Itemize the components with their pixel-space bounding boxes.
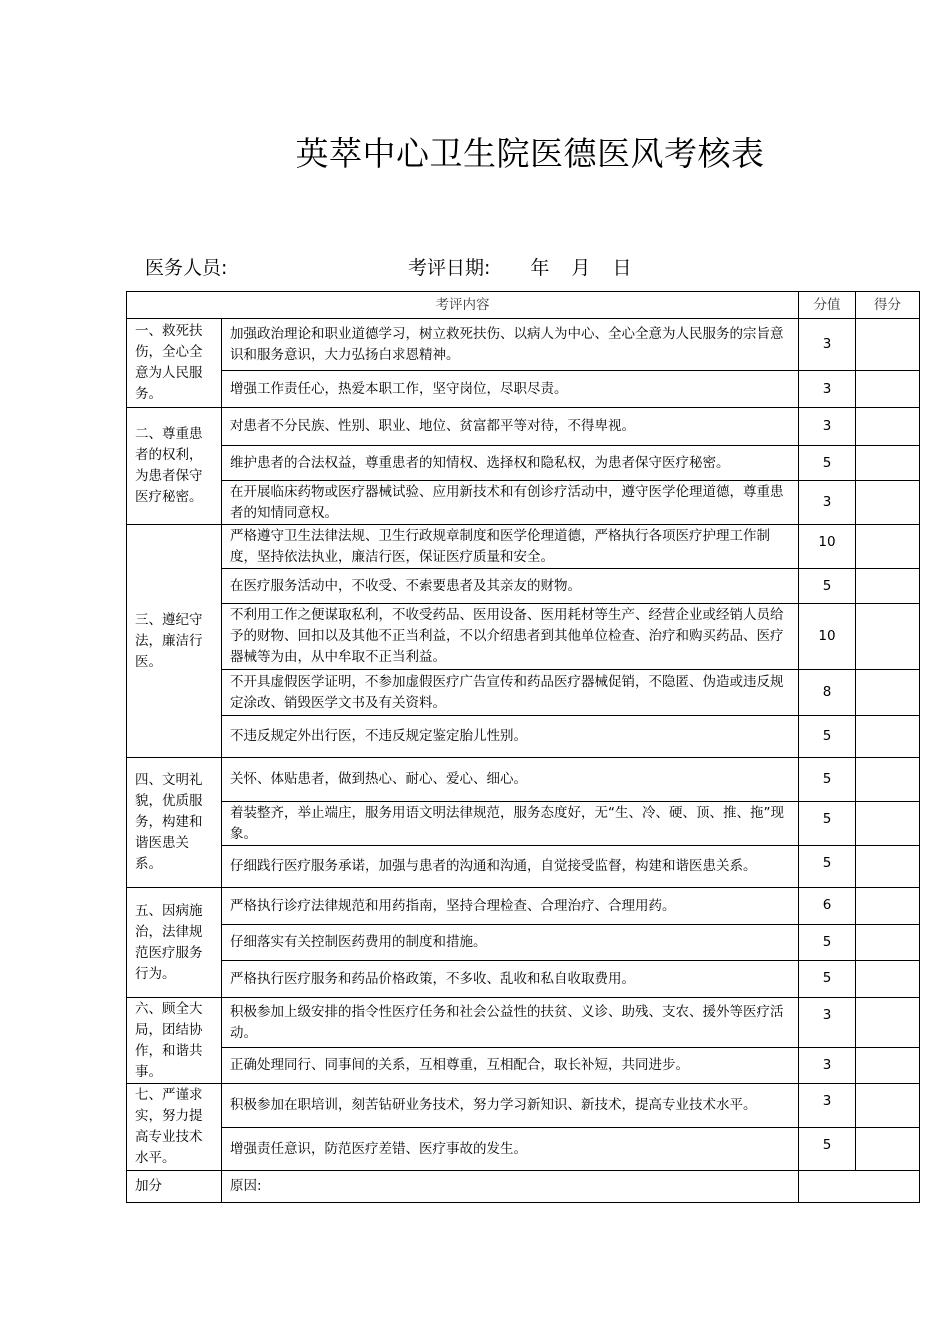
evaluation-date bbox=[408, 253, 631, 280]
score-input-cell[interactable] bbox=[856, 1048, 920, 1084]
points-cell: 3 bbox=[799, 319, 856, 371]
item-cell: 加强政治理论和职业道德学习，树立救死扶伤、以病人为中心、全心全意为人民服务的宗旨意识和服务意识，大力弘扬白求恩精神。 bbox=[222, 319, 799, 371]
item-cell: 着装整齐，举止端庄，服务用语文明法律规范，服务态度好，无“生、冷、硬、顶、推、拖”现象。 bbox=[222, 802, 799, 846]
points-cell: 3 bbox=[799, 481, 856, 525]
points-cell: 3 bbox=[799, 998, 856, 1048]
score-input-cell[interactable] bbox=[856, 998, 920, 1048]
score-input-cell[interactable] bbox=[856, 446, 920, 481]
assessment-table bbox=[126, 291, 920, 1203]
table-row bbox=[127, 670, 920, 716]
table-row bbox=[127, 961, 920, 998]
score-input-cell[interactable] bbox=[856, 925, 920, 961]
score-input-cell[interactable] bbox=[856, 888, 920, 925]
points-cell: 8 bbox=[799, 670, 856, 716]
points-cell: 3 bbox=[799, 1048, 856, 1084]
table-row bbox=[127, 408, 920, 446]
item-cell: 不利用工作之便谋取私利，不收受药品、医用设备、医用耗材等生产、经营企业或经销人员给予的财物、回扣以及其他不正当利益，不以介绍患者到其他单位检查、治疗和购买药品、医疗器械等为由，从中牟取不正当利益。 bbox=[222, 604, 799, 670]
table-row bbox=[127, 1128, 920, 1171]
staff-label: 医务人员: bbox=[145, 257, 228, 279]
item-cell: 关怀、体贴患者，做到热心、耐心、爱心、细心。 bbox=[222, 758, 799, 802]
item-cell: 严格执行诊疗法律规范和用药指南，坚持合理检查、合理治疗、合理用药。 bbox=[222, 888, 799, 925]
table-row bbox=[127, 604, 920, 670]
category-cell: 六、顾全大局，团结协作，和谐共事。 bbox=[127, 998, 222, 1084]
points-cell: 6 bbox=[799, 888, 856, 925]
points-cell: 5 bbox=[799, 925, 856, 961]
header-content: 考评内容 bbox=[127, 292, 799, 319]
bonus-row bbox=[127, 1171, 920, 1203]
item-cell: 增强工作责任心，热爱本职工作，坚守岗位，尽职尽责。 bbox=[222, 371, 799, 408]
points-cell: 3 bbox=[799, 1084, 856, 1128]
item-cell: 仔细践行医疗服务承诺，加强与患者的沟通和沟通，自觉接受监督，构建和谐医患关系。 bbox=[222, 846, 799, 888]
category-cell: 七、严谨求实，努力提高专业技术水平。 bbox=[127, 1084, 222, 1171]
table-row bbox=[127, 846, 920, 888]
points-cell: 10 bbox=[799, 525, 856, 569]
table-row bbox=[127, 802, 920, 846]
category-cell: 三、遵纪守法，廉洁行医。 bbox=[127, 525, 222, 758]
points-cell: 5 bbox=[799, 846, 856, 888]
score-input-cell[interactable] bbox=[856, 319, 920, 371]
category-cell: 二、尊重患者的权利，为患者保守医疗秘密。 bbox=[127, 408, 222, 525]
score-input-cell[interactable] bbox=[856, 604, 920, 670]
table-row bbox=[127, 569, 920, 604]
table-row bbox=[127, 1084, 920, 1128]
item-cell: 积极参加在职培训，刻苦钻研业务技术，努力学习新知识、新技术，提高专业技术水平。 bbox=[222, 1084, 799, 1128]
score-input-cell[interactable] bbox=[856, 758, 920, 802]
table-row bbox=[127, 925, 920, 961]
score-input-cell[interactable] bbox=[856, 716, 920, 758]
points-cell: 5 bbox=[799, 758, 856, 802]
table-row bbox=[127, 525, 920, 569]
points-cell: 5 bbox=[799, 1128, 856, 1171]
item-cell: 正确处理同行、同事间的关系，互相尊重，互相配合，取长补短，共同进步。 bbox=[222, 1048, 799, 1084]
item-cell: 在开展临床药物或医疗器械试验、应用新技术和有创诊疗活动中，遵守医学伦理道德，尊重患者的知情同意权。 bbox=[222, 481, 799, 525]
points-cell: 3 bbox=[799, 408, 856, 446]
score-input-cell[interactable] bbox=[856, 846, 920, 888]
item-cell: 增强责任意识，防范医疗差错、医疗事故的发生。 bbox=[222, 1128, 799, 1171]
table-row bbox=[127, 716, 920, 758]
item-cell: 对患者不分民族、性别、职业、地位、贫富都平等对待，不得卑视。 bbox=[222, 408, 799, 446]
score-input-cell[interactable] bbox=[856, 961, 920, 998]
points-cell: 5 bbox=[799, 716, 856, 758]
item-cell: 积极参加上级安排的指令性医疗任务和社会公益性的扶贫、义诊、助残、支农、援外等医疗活动。 bbox=[222, 998, 799, 1048]
item-cell: 不违反规定外出行医，不违反规定鉴定胎儿性别。 bbox=[222, 716, 799, 758]
table-row bbox=[127, 319, 920, 371]
page-title: 英萃中心卫生院医德医风考核表 bbox=[295, 134, 765, 173]
date-label: 考评日期: bbox=[408, 257, 491, 279]
header-points: 分值 bbox=[799, 292, 856, 319]
table-row bbox=[127, 888, 920, 925]
points-cell: 5 bbox=[799, 961, 856, 998]
date-day: 日 bbox=[612, 257, 632, 279]
bonus-reason[interactable]: 原因: bbox=[222, 1171, 799, 1203]
item-cell: 严格遵守卫生法律法规、卫生行政规章制度和医学伦理道德，严格执行各项医疗护理工作制度，坚持依法执业，廉洁行医，保证医疗质量和安全。 bbox=[222, 525, 799, 569]
score-input-cell[interactable] bbox=[856, 481, 920, 525]
item-cell: 严格执行医疗服务和药品价格政策，不多收、乱收和私自收取费用。 bbox=[222, 961, 799, 998]
bonus-points-cell[interactable] bbox=[799, 1171, 920, 1203]
table-row bbox=[127, 371, 920, 408]
category-cell: 四、文明礼貌，优质服务，构建和谐医患关系。 bbox=[127, 758, 222, 888]
score-input-cell[interactable] bbox=[856, 371, 920, 408]
score-input-cell[interactable] bbox=[856, 525, 920, 569]
item-cell: 在医疗服务活动中，不收受、不索要患者及其亲友的财物。 bbox=[222, 569, 799, 604]
score-input-cell[interactable] bbox=[856, 1128, 920, 1171]
points-cell: 5 bbox=[799, 446, 856, 481]
score-input-cell[interactable] bbox=[856, 1084, 920, 1128]
points-cell: 10 bbox=[799, 604, 856, 670]
item-cell: 不开具虚假医学证明，不参加虚假医疗广告宣传和药品医疗器械促销，不隐匿、伪造或违反规定涂改、销毁医学文书及有关资料。 bbox=[222, 670, 799, 716]
category-cell: 一、救死扶伤，全心全意为人民服务。 bbox=[127, 319, 222, 408]
score-input-cell[interactable] bbox=[856, 408, 920, 446]
bonus-label: 加分 bbox=[127, 1171, 222, 1203]
table-row bbox=[127, 481, 920, 525]
points-cell: 5 bbox=[799, 569, 856, 604]
points-cell: 3 bbox=[799, 371, 856, 408]
header-earned: 得分 bbox=[856, 292, 920, 319]
score-input-cell[interactable] bbox=[856, 802, 920, 846]
points-cell: 5 bbox=[799, 802, 856, 846]
table-row bbox=[127, 1048, 920, 1084]
date-year: 年 bbox=[530, 257, 550, 279]
table-row bbox=[127, 758, 920, 802]
date-month: 月 bbox=[571, 257, 591, 279]
category-cell: 五、因病施治，法律规范医疗服务行为。 bbox=[127, 888, 222, 998]
score-input-cell[interactable] bbox=[856, 670, 920, 716]
item-cell: 仔细落实有关控制医药费用的制度和措施。 bbox=[222, 925, 799, 961]
header-row bbox=[127, 292, 920, 319]
score-input-cell[interactable] bbox=[856, 569, 920, 604]
table-row bbox=[127, 446, 920, 481]
item-cell: 维护患者的合法权益，尊重患者的知情权、选择权和隐私权，为患者保守医疗秘密。 bbox=[222, 446, 799, 481]
table-row bbox=[127, 998, 920, 1048]
